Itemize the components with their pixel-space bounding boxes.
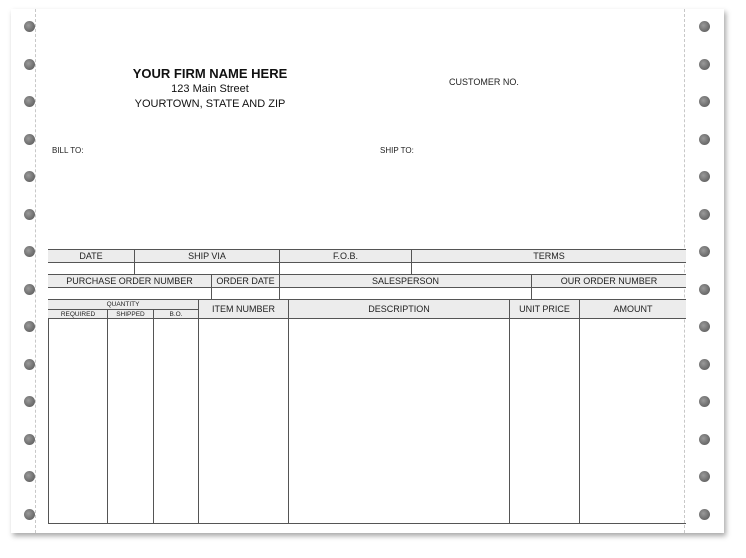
firm-name: YOUR FIRM NAME HERE	[132, 66, 288, 81]
shipped-header: SHIPPED	[107, 309, 153, 319]
sprocket-hole-left	[24, 59, 35, 70]
sprocket-hole-right	[699, 96, 710, 107]
right-tear-line	[684, 9, 685, 533]
column-rule-unit-price	[579, 319, 580, 524]
divider	[134, 263, 135, 274]
divider	[211, 288, 212, 299]
sprocket-hole-left	[24, 509, 35, 520]
bo-header: B.O.	[153, 309, 198, 319]
firm-city-state-zip: YOURTOWN, STATE AND ZIP	[134, 98, 286, 110]
customer-no-label: CUSTOMER NO.	[449, 77, 519, 87]
sprocket-hole-left	[24, 21, 35, 32]
items-bottom-rule	[48, 523, 686, 524]
sprocket-hole-right	[699, 134, 710, 145]
sprocket-hole-left	[24, 321, 35, 332]
our-order-number-header: OUR ORDER NUMBER	[531, 275, 686, 287]
po-number-header: PURCHASE ORDER NUMBER	[66, 276, 193, 286]
divider	[411, 263, 412, 274]
column-rule-required	[107, 319, 108, 524]
ship-via-header: SHIP VIA	[134, 250, 279, 262]
order-date-header: ORDER DATE	[211, 275, 279, 287]
unit-price-header: UNIT PRICE	[509, 300, 579, 318]
fob-header: F.O.B.	[279, 250, 411, 262]
divider	[531, 288, 532, 299]
item-number-header: ITEM NUMBER	[198, 300, 288, 318]
sprocket-hole-left	[24, 209, 35, 220]
column-rule-bo	[198, 319, 199, 524]
sprocket-hole-right	[699, 246, 710, 257]
sprocket-hole-left	[24, 134, 35, 145]
items-left-border	[48, 319, 49, 524]
date-header: DATE	[79, 251, 103, 261]
sprocket-hole-right	[699, 471, 710, 482]
sprocket-hole-right	[699, 359, 710, 370]
sprocket-hole-left	[24, 246, 35, 257]
sprocket-hole-left	[24, 171, 35, 182]
terms-header: TERMS	[411, 250, 686, 262]
sprocket-hole-right	[699, 284, 710, 295]
amount-header: AMOUNT	[579, 300, 686, 318]
sprocket-hole-left	[24, 359, 35, 370]
sprocket-hole-left	[24, 434, 35, 445]
column-rule-description	[509, 319, 510, 524]
sprocket-hole-right	[699, 321, 710, 332]
description-header: DESCRIPTION	[288, 300, 509, 318]
sprocket-hole-right	[699, 209, 710, 220]
sprocket-hole-right	[699, 509, 710, 520]
sprocket-hole-left	[24, 471, 35, 482]
items-header-row	[48, 299, 686, 319]
quantity-header: QUANTITY	[48, 300, 198, 310]
bill-to-label: BILL TO:	[52, 146, 84, 155]
divider	[279, 288, 280, 299]
firm-street: 123 Main Street	[171, 83, 249, 95]
column-rule-shipped	[153, 319, 154, 524]
sprocket-hole-left	[24, 396, 35, 407]
sprocket-hole-right	[699, 21, 710, 32]
ship-to-label: SHIP TO:	[380, 146, 414, 155]
required-header: REQUIRED	[60, 310, 96, 318]
sprocket-hole-left	[24, 284, 35, 295]
divider	[279, 263, 280, 274]
sprocket-hole-right	[699, 59, 710, 70]
sprocket-hole-left	[24, 96, 35, 107]
sprocket-hole-right	[699, 434, 710, 445]
salesperson-header: SALESPERSON	[279, 275, 531, 287]
sprocket-hole-right	[699, 171, 710, 182]
left-tear-line	[35, 9, 36, 533]
order-header-row	[48, 274, 686, 288]
shipping-header-row	[48, 249, 686, 263]
sprocket-hole-right	[699, 396, 710, 407]
column-rule-item-number	[288, 319, 289, 524]
